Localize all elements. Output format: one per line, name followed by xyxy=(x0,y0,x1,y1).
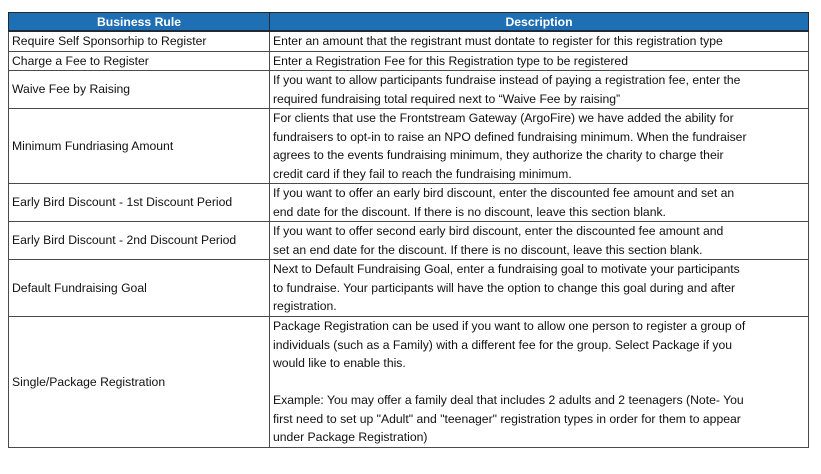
description-line: required fundraising total required next to “Waive Fee by raising” xyxy=(273,91,621,106)
blank-line xyxy=(273,373,805,392)
table-row xyxy=(9,184,809,222)
description-line: individuals (such as a Family) with a different fee for the group. Select Package if you xyxy=(273,337,733,352)
description-line: If you want to offer an early bird discount, enter the discounted fee amount and set an xyxy=(273,186,735,200)
description-cell xyxy=(270,31,809,51)
table-row xyxy=(9,222,809,260)
description-line: If you want to offer second early bird discount, enter the discounted fee amount and xyxy=(273,224,724,238)
description-line: to fundraise. Your participants will have the option to change this goal during and after xyxy=(273,280,736,295)
description-line: Example: You may offer a family deal that includes 2 adults and 2 teenagers (Note- You xyxy=(273,393,744,408)
description-line: end date for the discount. If there is no discount, leave this section blank. xyxy=(273,204,666,219)
description-cell xyxy=(270,260,809,317)
description-cell xyxy=(270,71,809,109)
table-row xyxy=(9,317,809,448)
business-rules-table xyxy=(8,12,809,448)
description-line: Package Registration can be used if you want to allow one person to register a group of xyxy=(273,319,746,334)
description-line: Enter an amount that the registrant must dontate to register for this registration type xyxy=(273,34,723,48)
rule-name-cell: Waive Fee by Raising xyxy=(9,71,270,109)
description-cell xyxy=(270,51,809,71)
table-header-row xyxy=(9,13,809,32)
description-cell xyxy=(270,109,809,184)
rule-name-cell: Minimum Fundriasing Amount xyxy=(9,109,270,184)
table-row xyxy=(9,260,809,317)
description-line: under Package Registration) xyxy=(273,430,428,445)
rule-name-cell: Single/Package Registration xyxy=(9,317,270,448)
business-rules-table-container xyxy=(8,12,808,448)
description-line: Enter a Registration Fee for this Registration type to be registered xyxy=(273,53,628,68)
description-line: credit card if they fail to reach the fundraising minimum. xyxy=(273,166,572,181)
description-cell xyxy=(270,317,809,448)
column-header-business-rule: Business Rule xyxy=(9,13,270,32)
description-line: registration. xyxy=(273,299,337,314)
description-cell xyxy=(270,222,809,260)
rule-name-cell: Default Fundraising Goal xyxy=(9,260,270,317)
table-row xyxy=(9,31,809,51)
description-line: Next to Default Fundraising Goal, enter a fundraising goal to motivate your participants xyxy=(273,262,740,277)
description-line: For clients that use the Frontstream Gateway (ArgoFire) we have added the ability for xyxy=(273,111,734,125)
description-line: fundraisers to opt-in to raise an NPO defined fundraising minimum. When the fundraiser xyxy=(273,129,747,144)
rule-name-cell: Require Self Sponsorhip to Register xyxy=(9,31,270,51)
rule-name-cell: Early Bird Discount - 2nd Discount Period xyxy=(9,222,270,260)
description-line: If you want to allow participants fundraise instead of paying a registration fee, enter the xyxy=(273,73,741,87)
rule-name-cell: Charge a Fee to Register xyxy=(9,51,270,71)
description-cell xyxy=(270,184,809,222)
rule-name-cell: Early Bird Discount - 1st Discount Period xyxy=(9,184,270,222)
description-line: set an end date for the discount. If there is no discount, leave this section blank. xyxy=(273,242,703,257)
table-row xyxy=(9,51,809,71)
description-line: would like to enable this. xyxy=(273,356,406,371)
description-line: agrees to the events fundraising minimum, they authorize the charity to charge their xyxy=(273,148,724,162)
table-row xyxy=(9,71,809,109)
column-header-description: Description xyxy=(270,13,809,32)
description-line: first need to set up "Adult" and "teenager" registration types in order for them to appear xyxy=(273,411,741,426)
table-row xyxy=(9,109,809,184)
